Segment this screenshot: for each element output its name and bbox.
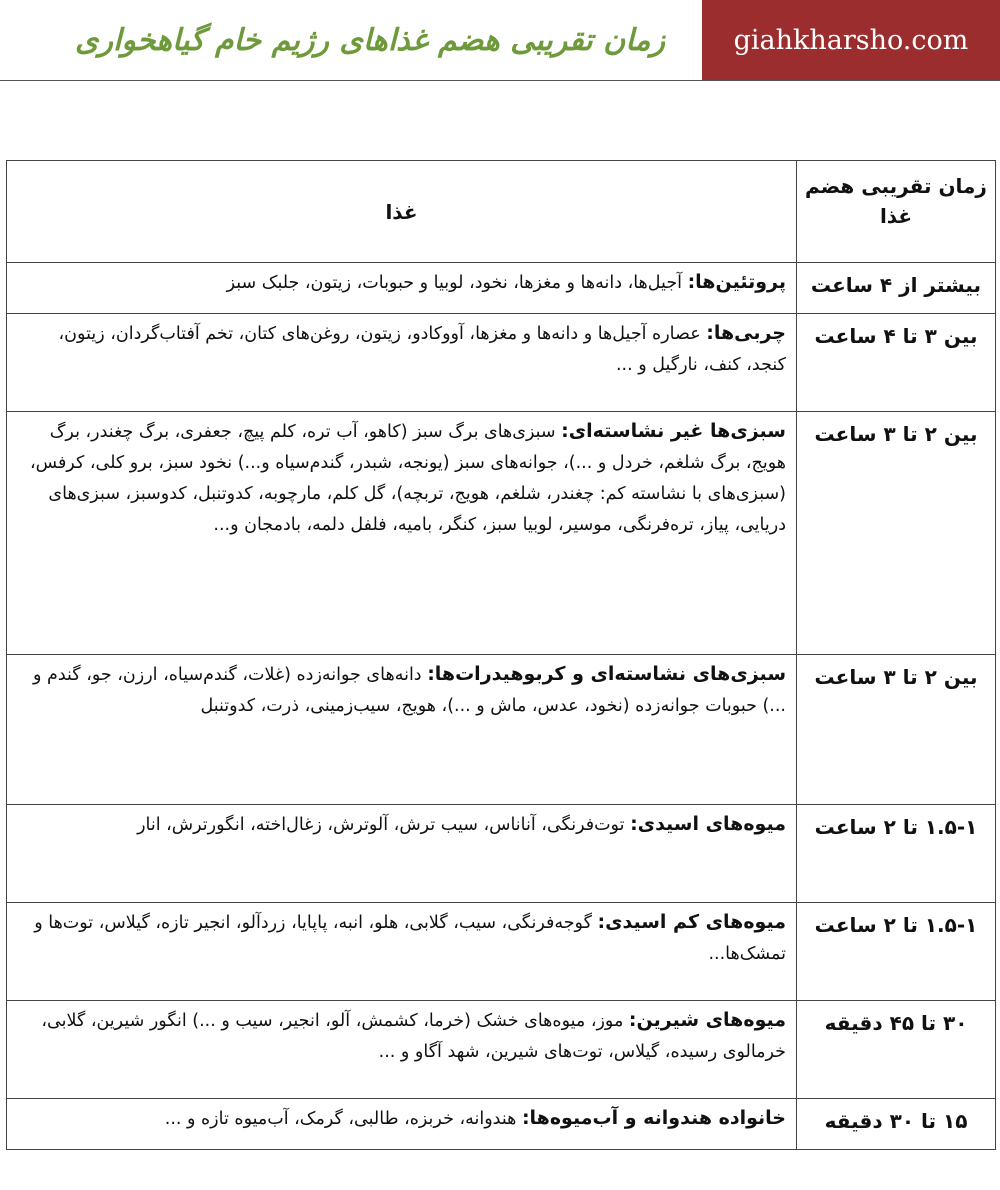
food-items: سبزی‌های برگ سبز (کاهو، آب تره، کلم پیچ، جعفری، برگ چغندر، برگ هویج، برگ شلغم، خردل و ...)، جوانه‌های سبز (یونجه، شبدر، گندم‌سیاه و...) نخود سبز، برو کلی، کرفس، (سبزی‌های با نشاسته کم: چغندر، شلغم، هویج، تربچه)، گل کلم، مارچوبه، کدوتنبل، کدوسبز، سبزی‌های دریایی، پیاز، تره‌فرنگی، موسیر، لوبیا سبز، کنگر، بامیه، فلفل دلمه، بادمجان و...	[29, 422, 786, 535]
food-cell	[7, 1099, 797, 1150]
food-items: گوجه‌فرنگی، سیب، گلابی، هلو، انبه، پاپایا، زردآلو، انجیر تازه، گیلاس، توت‌ها و تمشک‌ها...	[34, 913, 786, 964]
digestion-time: بین ۲ تا ۳ ساعت	[797, 655, 996, 805]
page-title: زمان تقریبی هضم غذاهای رژیم خام گیاهخواری	[75, 22, 665, 58]
food-category: سبزی‌های نشاسته‌ای و کربوهیدرات‌ها:	[427, 663, 786, 685]
food-cell	[7, 412, 797, 655]
food-category: میوه‌های اسیدی:	[630, 813, 786, 835]
digestion-time: بیشتر از ۴ ساعت	[797, 263, 996, 314]
food-items: هندوانه، خربزه، طالبی، گرمک، آب‌میوه تازه و ...	[164, 1109, 517, 1129]
table-row	[7, 655, 996, 805]
food-items: موز، میوه‌های خشک (خرما، کشمش، آلو، انجیر، سیب و ...) انگور شیرین، گلابی، خرمالوی رسیده، گیلاس، توت‌های شیرین، شهد آگاو و ...	[41, 1011, 786, 1062]
food-items: آجیل‌ها، دانه‌ها و مغزها، نخود، لوبیا و حبوبات، زیتون، جلبک سبز	[226, 273, 682, 293]
table-row	[7, 314, 996, 412]
food-category: چربی‌ها:	[706, 322, 786, 344]
food-cell	[7, 1001, 797, 1099]
header	[0, 0, 1000, 81]
food-cell	[7, 805, 797, 903]
food-category: خانواده هندوانه و آب‌میوه‌ها:	[521, 1107, 786, 1129]
food-cell	[7, 903, 797, 1001]
brand-banner	[702, 0, 1000, 80]
digestion-time: ۱.۵-۱ تا ۲ ساعت	[797, 903, 996, 1001]
food-items: توت‌فرنگی، آناناس، سیب ترش، آلوترش، زغال‌اخته، انگورترش، انار	[137, 815, 625, 835]
food-category: پروتئین‌ها:	[687, 271, 786, 293]
digestion-time: بین ۳ تا ۴ ساعت	[797, 314, 996, 412]
table-row	[7, 1001, 996, 1099]
column-header-time: زمان تقریبی هضم غذا	[797, 161, 996, 263]
table-row	[7, 805, 996, 903]
food-cell	[7, 655, 797, 805]
food-items: عصاره آجیل‌ها و دانه‌ها و مغزها، آووکادو، زیتون، روغن‌های کتان، تخم آفتاب‌گردان، زیتون، کنجد، کنف، نارگیل و ...	[58, 324, 786, 375]
digestion-time: بین ۲ تا ۳ ساعت	[797, 412, 996, 655]
table-row	[7, 412, 996, 655]
digestion-time: ۳۰ تا ۴۵ دقیقه	[797, 1001, 996, 1099]
brand-url[interactable]: giahkharsho.com	[733, 24, 969, 56]
food-category: میوه‌های شیرین:	[628, 1009, 786, 1031]
table-row	[7, 903, 996, 1001]
food-category: میوه‌های کم اسیدی:	[597, 911, 786, 933]
food-category: سبزی‌ها غیر نشاسته‌ای:	[561, 420, 786, 442]
column-header-food: غذا	[7, 161, 797, 263]
food-items: دانه‌های جوانه‌زده (غلات، گندم‌سیاه، ارزن، جو، گندم و ...) حبوبات جوانه‌زده (نخود، عدس، ماش و ...)، هویج، سیب‌زمینی، ذرت، کدوتنبل	[32, 665, 786, 716]
food-cell	[7, 314, 797, 412]
table-row	[7, 263, 996, 314]
digestion-table	[6, 160, 996, 1150]
food-cell	[7, 263, 797, 314]
table-row	[7, 1099, 996, 1150]
table-header-row	[7, 161, 996, 263]
digestion-time: ۱۵ تا ۳۰ دقیقه	[797, 1099, 996, 1150]
digestion-time: ۱.۵-۱ تا ۲ ساعت	[797, 805, 996, 903]
